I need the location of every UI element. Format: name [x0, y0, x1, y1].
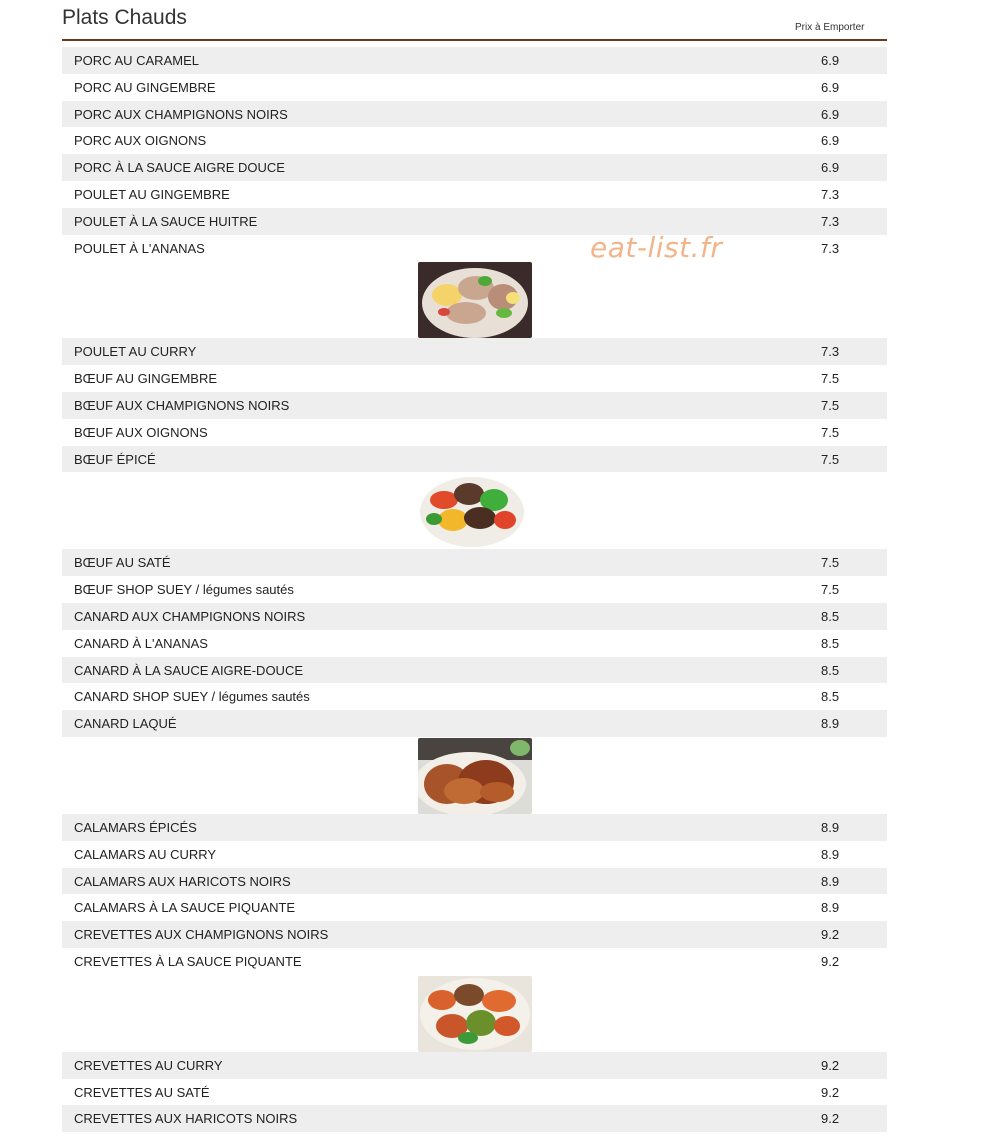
menu-item-price: 7.5	[821, 397, 840, 413]
menu-item-name: CREVETTES AUX CHAMPIGNONS NOIRS	[74, 927, 329, 943]
menu-item-row	[62, 154, 887, 181]
menu-item-name: BŒUF AU GINGEMBRE	[74, 371, 218, 387]
menu-item-name: POULET AU GINGEMBRE	[74, 186, 230, 202]
menu-item-name: CANARD SHOP SUEY / légumes sautés	[74, 689, 310, 705]
menu-item-name: PORC AU GINGEMBRE	[74, 79, 216, 95]
menu-item-row	[62, 683, 887, 710]
menu-item-row	[62, 603, 887, 630]
menu-item-row	[62, 47, 887, 74]
menu-item-name: CANARD AUX CHAMPIGNONS NOIRS	[74, 608, 306, 624]
menu-item-row	[62, 576, 887, 603]
menu-item-price: 9.2	[821, 927, 840, 943]
menu-item-row	[62, 657, 887, 684]
menu-item-price: 8.9	[821, 819, 840, 835]
menu-item-price: 8.5	[821, 689, 840, 705]
menu-item-row	[62, 74, 887, 101]
menu-item-row	[62, 1079, 887, 1106]
menu-item-row	[62, 868, 887, 895]
menu-item-price: 7.3	[821, 344, 840, 360]
menu-item-name: PORC AUX CHAMPIGNONS NOIRS	[74, 106, 288, 122]
page-title: Plats Chauds	[62, 6, 187, 29]
menu-item-row	[62, 948, 887, 975]
menu-item-row	[62, 841, 887, 868]
menu-item-row	[62, 338, 887, 365]
menu-item-price: 9.2	[821, 1084, 840, 1100]
menu-item-price: 6.9	[821, 79, 840, 95]
chicken-pineapple-photo	[418, 262, 532, 338]
menu-item-name: PORC AU CARAMEL	[74, 53, 199, 68]
spicy-beef-photo	[418, 473, 532, 549]
menu-item-price: 7.5	[821, 451, 840, 467]
menu-item-name: CREVETTES À LA SAUCE PIQUANTE	[74, 953, 302, 969]
menu-item-row	[62, 630, 887, 657]
menu-item-price: 8.5	[821, 608, 840, 624]
menu-item-row	[62, 235, 887, 262]
menu-item-price: 7.3	[821, 240, 840, 256]
menu-item-name: PORC À LA SAUCE AIGRE DOUCE	[74, 160, 285, 176]
menu-item-name: CALAMARS À LA SAUCE PIQUANTE	[74, 900, 296, 916]
menu-item-name: POULET À L'ANANAS	[74, 240, 205, 256]
menu-item-name: CANARD À L'ANANAS	[74, 635, 208, 651]
menu	[62, 0, 887, 1132]
menu-item-price: 9.2	[821, 1111, 840, 1127]
menu-item-price: 7.3	[821, 186, 840, 202]
menu-header	[62, 0, 887, 41]
menu-item-price: 8.5	[821, 635, 840, 651]
menu-item-price: 6.9	[821, 160, 840, 176]
menu-item-row	[62, 101, 887, 128]
menu-item-name: CALAMARS AUX HARICOTS NOIRS	[74, 873, 291, 889]
photo-row	[62, 737, 887, 814]
menu-item-row	[62, 446, 887, 473]
menu-item-price: 6.9	[821, 106, 840, 122]
menu-item-row	[62, 921, 887, 948]
menu-item-price: 8.9	[821, 846, 840, 862]
menu-item-price: 7.5	[821, 555, 840, 571]
menu-item-price: 7.5	[821, 582, 840, 598]
menu-item-price: 8.5	[821, 662, 840, 678]
menu-item-row	[62, 814, 887, 841]
menu-item-name: PORC AUX OIGNONS	[74, 133, 207, 149]
menu-item-price: 8.9	[821, 873, 840, 889]
menu-item-row	[62, 710, 887, 737]
menu-item-name: POULET AU CURRY	[74, 344, 197, 360]
menu-item-name: BŒUF AUX CHAMPIGNONS NOIRS	[74, 397, 290, 413]
photo-row	[62, 975, 887, 1052]
menu-item-name: CANARD LAQUÉ	[74, 716, 177, 732]
menu-item-name: BŒUF AUX OIGNONS	[74, 424, 208, 440]
menu-item-name: CALAMARS AU CURRY	[74, 846, 217, 862]
menu-item-name: BŒUF SHOP SUEY / légumes sautés	[74, 582, 294, 598]
menu-item-row	[62, 365, 887, 392]
photo-row	[62, 472, 887, 549]
watermark: eat-list.fr	[590, 231, 723, 264]
menu-item-row	[62, 894, 887, 921]
menu-rows	[62, 47, 887, 1132]
photo-row	[62, 261, 887, 338]
menu-item-name: CREVETTES AU SATÉ	[74, 1084, 210, 1100]
menu-item-price: 9.2	[821, 1057, 840, 1073]
menu-item-price: 7.3	[821, 213, 840, 229]
menu-item-price: 7.5	[821, 424, 840, 440]
menu-item-row	[62, 392, 887, 419]
menu-item-price: 8.9	[821, 716, 840, 732]
menu-item-row	[62, 208, 887, 235]
lacquered-duck-photo	[418, 738, 532, 814]
menu-item-row	[62, 419, 887, 446]
menu-item-row	[62, 549, 887, 576]
price-column-header: Prix à Emporter	[795, 22, 865, 33]
menu-item-name: BŒUF AU SATÉ	[74, 555, 171, 571]
menu-item-price: 9.2	[821, 953, 840, 969]
spicy-shrimp-photo	[418, 976, 532, 1052]
menu-item-name: CANARD À LA SAUCE AIGRE-DOUCE	[74, 662, 303, 678]
menu-item-name: CALAMARS ÉPICÉS	[74, 819, 197, 835]
menu-item-price: 7.5	[821, 371, 840, 387]
menu-item-row	[62, 1052, 887, 1079]
menu-item-row	[62, 181, 887, 208]
menu-item-name: BŒUF ÉPICÉ	[74, 451, 156, 467]
menu-item-price: 8.9	[821, 900, 840, 916]
menu-item-price: 6.9	[821, 133, 840, 149]
menu-item-row	[62, 127, 887, 154]
menu-item-name: CREVETTES AU CURRY	[74, 1057, 223, 1073]
menu-item-name: POULET À LA SAUCE HUITRE	[74, 213, 258, 229]
menu-item-name: CREVETTES AUX HARICOTS NOIRS	[74, 1111, 298, 1127]
menu-item-row	[62, 1105, 887, 1132]
menu-item-price: 6.9	[821, 53, 840, 68]
